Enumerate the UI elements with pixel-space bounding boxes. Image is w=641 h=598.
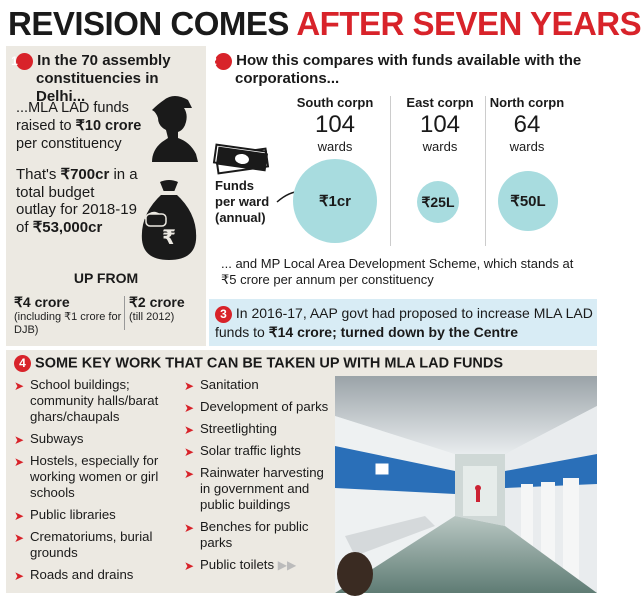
up-from-label: UP FROM [73, 270, 139, 286]
list-item: ➤ Crematoriums, burial grounds [14, 529, 153, 560]
panel4-title: 4 SOME KEY WORK THAT CAN BE TAKEN UP WITH MLA LAD FUNDS [14, 355, 503, 372]
arrow-right-icon: ➤ [14, 455, 25, 469]
arrow-right-icon: ➤ [14, 433, 25, 447]
list-item: ➤ Public toilets ▶▶ [184, 557, 297, 573]
arrow-right-icon: ➤ [184, 401, 195, 415]
list-item: ➤ Development of parks [184, 399, 329, 415]
headline-part2: AFTER SEVEN YEARS [296, 5, 641, 42]
corp-north: North corpn 64 wards [489, 95, 565, 154]
list-item: ➤ Roads and drains [14, 567, 134, 583]
arrow-right-icon: ➤ [14, 531, 25, 545]
list-item: ➤ School buildings; community halls/barat ghars/chaupals [14, 377, 159, 424]
list-item: ➤ Hostels, especially for working women or girl schools [14, 453, 159, 500]
banknote-icon [213, 142, 271, 174]
arrow-right-icon: ➤ [184, 445, 195, 459]
work-list-col2 [182, 377, 334, 579]
headline [8, 4, 641, 44]
list-item: ➤ Solar traffic lights [184, 443, 301, 459]
corp-south: South corpn 104 wards [296, 95, 374, 154]
fund-circle-north: ₹50L [498, 171, 558, 231]
arrow-right-icon: ➤ [14, 509, 25, 523]
list-item: ➤ Rainwater harvesting in government and public buildings [184, 465, 324, 512]
corp-east: East corpn 104 wards [406, 95, 474, 154]
fund-circle-east: ₹25L [417, 181, 459, 223]
arrow-right-icon: ➤ [184, 467, 195, 481]
panel3-number: 3 [215, 306, 232, 323]
list-item: ➤ Sanitation [184, 377, 259, 393]
arrow-right-icon: ➤ [184, 521, 195, 535]
list-item: ➤ Subways [14, 431, 84, 447]
list-item: ➤ Benches for public parks [184, 519, 309, 550]
previous-amount-a: ₹4 crore (including ₹1 crore for DJB) [14, 294, 122, 336]
panel-key-work [6, 350, 597, 593]
panel1-number: 1 [16, 53, 33, 70]
panel2-number: 2 [215, 53, 232, 70]
arrow-right-icon: ➤ [14, 569, 25, 583]
proposal-text: 3 In 2016-17, AAP govt had proposed to increase MLA LAD funds to ₹14 crore; turned down by the Centre [215, 305, 593, 340]
svg-text:₹: ₹ [162, 225, 176, 249]
toilet-photo [335, 376, 597, 593]
money-bag-icon [138, 178, 200, 262]
play-icon: ▶▶ [277, 558, 297, 572]
panel-corporations [209, 46, 597, 296]
arrow-right-icon: ➤ [14, 379, 25, 393]
headline-part1: REVISION COMES [8, 5, 289, 42]
panel4-number: 4 [14, 355, 31, 372]
previous-amount-b: ₹2 crore (till 2012) [129, 294, 185, 323]
work-list-col1 [12, 377, 172, 589]
fund-circle-south: ₹1cr [293, 159, 377, 243]
funds-per-ward-label: Funds per ward (annual) [215, 178, 270, 225]
list-item: ➤ Streetlighting [184, 421, 277, 437]
panel2-title: 2 How this compares with funds available with the corporations... [210, 52, 582, 87]
total-budget-text: That's ₹700cr in a total budget outlay for 2018-19 of ₹53,000cr [16, 166, 138, 236]
panel-proposal [209, 299, 597, 346]
mp-lads-note: ... and MP Local Area Development Scheme, which stands at ₹5 crore per annum per constituency [221, 256, 574, 287]
silhouette-icon [144, 94, 200, 162]
panel-mla-funds [6, 46, 206, 346]
arrow-right-icon: ➤ [184, 379, 195, 393]
panel1-title: 1 In the 70 assembly constituencies in Delhi... [11, 52, 171, 105]
divider [124, 296, 125, 330]
toilet-illustration [335, 376, 597, 593]
mla-funds-text: ...MLA LAD funds raised to ₹10 crore per constituency [16, 100, 142, 152]
list-item: ➤ Public libraries [14, 507, 116, 523]
arrow-right-icon: ➤ [184, 423, 195, 437]
arrow-right-icon: ➤ [184, 559, 195, 573]
